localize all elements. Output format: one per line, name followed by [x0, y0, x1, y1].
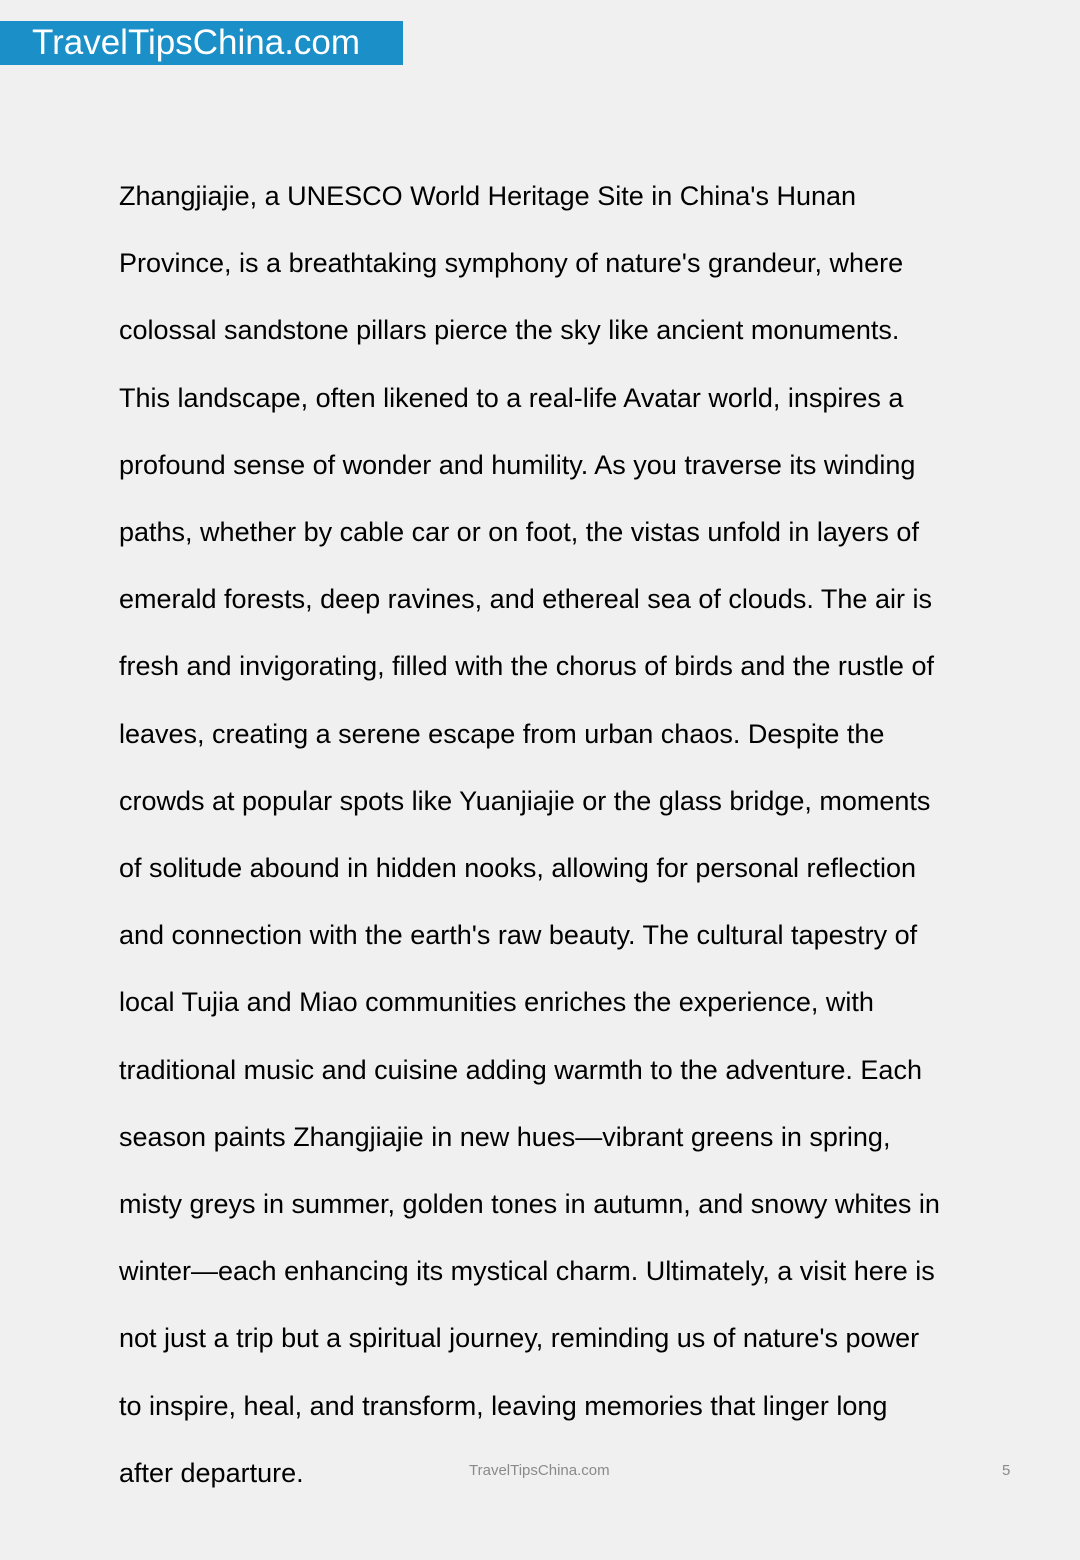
paragraph-line: local Tujia and Miao communities enriches the experience, with: [119, 987, 874, 1018]
paragraph-line: leaves, creating a serene escape from urban chaos. Despite the: [119, 718, 885, 749]
paragraph-line: paths, whether by cable car or on foot, the vistas unfold in layers of: [119, 517, 919, 548]
paragraph-line: not just a trip but a spiritual journey, reminding us of nature's power: [119, 1323, 920, 1354]
paragraph-line: This landscape, often likened to a real-life Avatar world, inspires a: [119, 382, 904, 413]
article-paragraph: [119, 163, 989, 1507]
paragraph-line: of solitude abound in hidden nooks, allowing for personal reflection: [119, 853, 917, 884]
footer-site-name: TravelTipsChina.com: [469, 1462, 610, 1479]
paragraph-line: traditional music and cuisine adding warmth to the adventure. Each: [119, 1054, 922, 1085]
paragraph-line: emerald forests, deep ravines, and ethereal sea of clouds. The air is: [119, 584, 932, 615]
paragraph-line: season paints Zhangjiajie in new hues—vibrant greens in spring,: [119, 1121, 891, 1152]
paragraph-line: to inspire, heal, and transform, leaving memories that linger long: [119, 1390, 888, 1421]
paragraph-line: and connection with the earth's raw beauty. The cultural tapestry of: [119, 920, 918, 951]
paragraph-line: winter—each enhancing its mystical charm. Ultimately, a visit here is: [119, 1256, 935, 1287]
paragraph-line: fresh and invigorating, filled with the chorus of birds and the rustle of: [119, 651, 934, 682]
paragraph-line: misty greys in summer, golden tones in autumn, and snowy whites in: [119, 1189, 940, 1220]
paragraph-line: Province, is a breathtaking symphony of nature's grandeur, where: [119, 248, 904, 279]
paragraph-line: profound sense of wonder and humility. As you traverse its winding: [119, 449, 916, 480]
paragraph-line: after departure.: [119, 1457, 304, 1488]
brand-name: TravelTipsChina.com: [32, 23, 361, 62]
page-number: 5: [1002, 1462, 1011, 1479]
brand-banner: [0, 21, 403, 65]
paragraph-line: Zhangjiajie, a UNESCO World Heritage Site in China's Hunan: [119, 181, 857, 211]
paragraph-line: colossal sandstone pillars pierce the sky like ancient monuments.: [119, 315, 900, 346]
paragraph-line: crowds at popular spots like Yuanjiajie or the glass bridge, moments: [119, 785, 931, 816]
